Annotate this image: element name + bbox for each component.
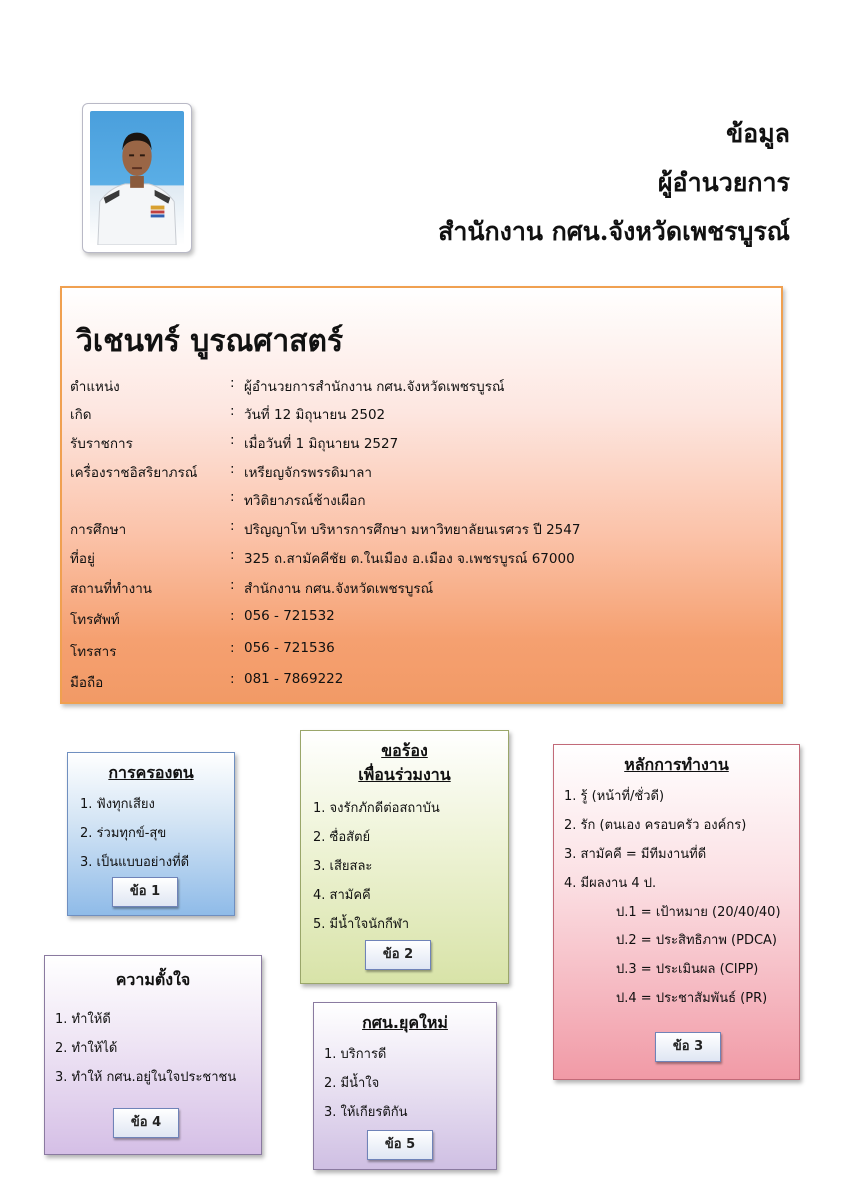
card-self-conduct xyxy=(67,752,235,916)
header-title-office: สำนักงาน กศน.จังหวัดเพชรบูรณ์ xyxy=(438,217,790,246)
card-title: เพื่อนร่วมงาน xyxy=(358,765,451,784)
list-item: 1. จงรักภักดีต่อสถาบัน xyxy=(313,801,440,816)
sub-list-item: ป.3 = ประเมินผล (CIPP) xyxy=(616,962,759,977)
list-item: 2. รัก (ตนเอง ครอบครัว องค์กร) xyxy=(564,818,747,833)
info-value: ผู้อำนวยการสำนักงาน กศน.จังหวัดเพชรบูรณ์ xyxy=(244,379,505,395)
info-label: โทรศัพท์ xyxy=(70,612,120,628)
item-3-button[interactable]: ข้อ 3 xyxy=(655,1032,721,1062)
portrait-image xyxy=(90,111,184,245)
card-title: การครองตน xyxy=(108,763,194,782)
list-item: 1. ทำให้ดี xyxy=(55,1012,111,1027)
portrait-figure-icon xyxy=(90,111,184,245)
info-label: ตำแหน่ง xyxy=(70,379,120,395)
info-value: ทวิติยาภรณ์ช้างเผือก xyxy=(244,493,366,509)
info-label: เครื่องราชอิสริยาภรณ์ xyxy=(70,465,198,481)
info-row-decoration-2: : ทวิติยาภรณ์ช้างเผือก xyxy=(230,489,366,509)
list-item: 3. ทำให้ กศน.อยู่ในใจประชาชน xyxy=(55,1070,237,1085)
info-label: สถานที่ทำงาน xyxy=(70,581,153,597)
card-title: กศน.ยุคใหม่ xyxy=(362,1013,448,1032)
info-label: โทรสาร xyxy=(70,644,117,660)
info-value: เมื่อวันที่ 1 มิถุนายน 2527 xyxy=(244,436,399,452)
list-item: 2. ร่วมทุกข์-สุข xyxy=(80,826,167,841)
info-row-mobile: มือถือ : 081 - 7869222 xyxy=(70,671,344,691)
item-1-button[interactable]: ข้อ 1 xyxy=(112,877,178,907)
item-4-button[interactable]: ข้อ 4 xyxy=(113,1108,179,1138)
info-row-phone: โทรศัพท์ : 056 - 721532 xyxy=(70,608,335,628)
list-item: 3. สามัคคี = มีทีมงานที่ดี xyxy=(564,847,707,862)
list-item: 4. สามัคคี xyxy=(313,888,371,903)
info-value: วันที่ 12 มิถุนายน 2502 xyxy=(244,407,386,423)
list-item: 4. มีผลงาน 4 ป. xyxy=(564,876,657,891)
list-item: 1. รู้ (หน้าที่/ชั่วดี) xyxy=(564,789,665,804)
card-title: ขอร้อง xyxy=(381,741,428,760)
list-item: 1. บริการดี xyxy=(324,1047,387,1062)
info-label: รับราชการ xyxy=(70,436,133,452)
info-value: 081 - 7869222 xyxy=(244,671,344,687)
item-5-button[interactable]: ข้อ 5 xyxy=(367,1130,433,1160)
list-item: 5. มีน้ำใจนักกีฬา xyxy=(313,917,410,932)
info-value: สำนักงาน กศน.จังหวัดเพชรบูรณ์ xyxy=(244,581,434,597)
item-2-button[interactable]: ข้อ 2 xyxy=(365,940,431,970)
info-value: ปริญญาโท บริหารการศึกษา มหาวิทยาลัยนเรศวร ปี 2547 xyxy=(244,522,581,538)
header-title-position: ผู้อำนวยการ xyxy=(657,168,790,197)
info-label: ที่อยู่ xyxy=(70,551,95,567)
sub-list-item: ป.2 = ประสิทธิภาพ (PDCA) xyxy=(616,933,778,948)
info-row-fax: โทรสาร : 056 - 721536 xyxy=(70,640,335,660)
info-row-service: รับราชการ : เมื่อวันที่ 1 มิถุนายน 2527 xyxy=(70,432,399,452)
info-label: เกิด xyxy=(70,407,92,423)
header-title-info: ข้อมูล xyxy=(726,119,790,148)
info-value: 056 - 721532 xyxy=(244,608,335,624)
list-item: 2. ทำให้ได้ xyxy=(55,1041,118,1056)
sub-list-item: ป.1 = เป้าหมาย (20/40/40) xyxy=(616,905,781,920)
info-value: เหรียญจักรพรรดิมาลา xyxy=(244,465,373,481)
sub-list-item: ป.4 = ประชาสัมพันธ์ (PR) xyxy=(616,991,768,1006)
profile-card xyxy=(60,286,783,704)
info-row-decoration: เครื่องราชอิสริยาภรณ์ : เหรียญจักรพรรดิมาลา xyxy=(70,461,373,481)
list-item: 3. เสียสละ xyxy=(313,859,373,874)
list-item: 2. ซื่อสัตย์ xyxy=(313,830,371,845)
info-row-position: ตำแหน่ง : ผู้อำนวยการสำนักงาน กศน.จังหวัดเพชรบูรณ์ xyxy=(70,375,505,395)
info-value: 325 ถ.สามัคคีชัย ต.ในเมือง อ.เมือง จ.เพชรบูรณ์ 67000 xyxy=(244,551,575,567)
list-item: 3. เป็นแบบอย่างที่ดี xyxy=(80,855,190,870)
profile-photo xyxy=(82,103,192,253)
card-new-era xyxy=(313,1002,497,1170)
info-row-address: ที่อยู่ : 325 ถ.สามัคคีชัย ต.ในเมือง อ.เมือง จ.เพชรบูรณ์ 67000 xyxy=(70,547,575,567)
list-item: 2. มีน้ำใจ xyxy=(324,1076,380,1091)
info-label: การศึกษา xyxy=(70,522,127,538)
info-row-education: การศึกษา : ปริญญาโท บริหารการศึกษา มหาวิทยาลัยนเรศวร ปี 2547 xyxy=(70,518,581,538)
info-value: 056 - 721536 xyxy=(244,640,335,656)
list-item: 1. ฟังทุกเสียง xyxy=(80,797,155,812)
card-work-principles xyxy=(553,744,800,1080)
info-row-birth: เกิด : วันที่ 12 มิถุนายน 2502 xyxy=(70,403,386,423)
card-colleague-request xyxy=(300,730,509,984)
person-name: วิเชนทร์ บูรณศาสตร์ xyxy=(76,324,344,359)
card-title: ความตั้งใจ xyxy=(115,970,191,989)
card-title: หลักการทำงาน xyxy=(624,755,729,774)
list-item: 3. ให้เกียรติกัน xyxy=(324,1105,408,1120)
card-intention xyxy=(44,955,262,1155)
info-label: มือถือ xyxy=(70,675,104,691)
info-row-workplace: สถานที่ทำงาน : สำนักงาน กศน.จังหวัดเพชรบูรณ์ xyxy=(70,577,434,597)
